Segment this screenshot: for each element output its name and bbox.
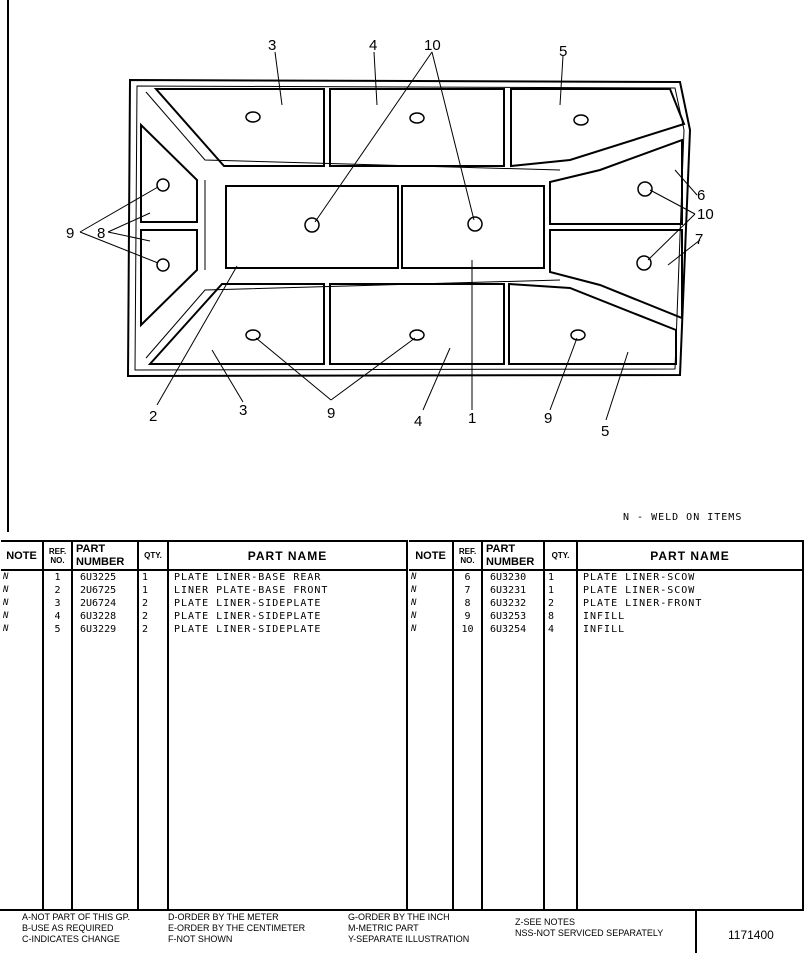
- infill-9-c: [574, 115, 588, 125]
- legend-col-1: [22, 912, 130, 945]
- part-note-cell: N: [411, 598, 417, 608]
- ref-column: [453, 570, 482, 910]
- part-note-cell: N: [3, 611, 9, 621]
- part-note-cell: N: [411, 624, 417, 634]
- part-name-cell: LINER PLATE-BASE FRONT: [174, 585, 329, 596]
- part-part-number-cell: 6U3253: [490, 611, 527, 622]
- callout-9-bot: 9: [327, 405, 336, 422]
- callout-6: 6: [697, 187, 706, 204]
- note-column: [409, 570, 453, 910]
- bowl-outline: [128, 80, 690, 376]
- callout-10-right: 10: [697, 206, 714, 223]
- plate-4-top: [330, 89, 504, 166]
- callout-5-top: 5: [559, 43, 568, 60]
- infill-9-a: [246, 112, 260, 122]
- plate-3-top: [156, 89, 324, 166]
- legend-item: A-NOT PART OF THIS GP.: [22, 912, 131, 922]
- legend-item: C-INDICATES CHANGE: [22, 934, 120, 944]
- legend-item: D-ORDER BY THE METER: [168, 912, 279, 922]
- part-part-number-cell: 6U3232: [490, 598, 527, 609]
- parts-table-right: [409, 540, 804, 910]
- part-qty-cell: 1: [142, 585, 149, 596]
- part-name-column: [168, 570, 407, 910]
- part-note-cell: N: [3, 624, 9, 634]
- part-qty-cell: 8: [548, 611, 555, 622]
- part-note-cell: N: [3, 572, 9, 582]
- header-qty: QTY.: [138, 541, 168, 570]
- qty-column: [138, 570, 168, 910]
- part-name-cell: INFILL: [583, 624, 626, 635]
- part-qty-cell: 4: [548, 624, 555, 635]
- part-ref-cell: 1: [54, 572, 61, 583]
- plate-5-bot: [509, 284, 676, 364]
- legend-item: Y-SEPARATE ILLUSTRATION: [348, 934, 470, 944]
- infill-9-b: [410, 113, 424, 123]
- header-part-name: PART NAME: [168, 541, 407, 570]
- part-ref-cell: 6: [464, 572, 471, 583]
- part-qty-cell: 1: [142, 572, 149, 583]
- callout-4-bot: 4: [414, 413, 423, 430]
- legend-footer: [0, 909, 804, 953]
- part-qty-cell: 2: [142, 624, 149, 635]
- header-qty: QTY.: [544, 541, 577, 570]
- part-ref-cell: 7: [464, 585, 471, 596]
- part-qty-cell: 2: [548, 598, 555, 609]
- infill-10-b: [468, 217, 482, 231]
- plate-2: [226, 186, 398, 268]
- part-name-column: [577, 570, 803, 910]
- plate-8-lower: [141, 230, 197, 325]
- part-number-column: [72, 570, 138, 910]
- part-note-cell: N: [3, 585, 9, 595]
- part-ref-cell: 9: [464, 611, 471, 622]
- infill-9-f: [571, 330, 585, 340]
- part-part-number-cell: 6U3231: [490, 585, 527, 596]
- ref-column: [43, 570, 72, 910]
- header-ref: REF. NO.: [43, 541, 72, 570]
- part-qty-cell: 1: [548, 585, 555, 596]
- infill-9-g: [157, 179, 169, 191]
- part-ref-cell: 10: [461, 624, 474, 635]
- weld-note: N - WELD ON ITEMS: [623, 512, 743, 523]
- part-ref-cell: 8: [464, 598, 471, 609]
- part-ref-cell: 3: [54, 598, 61, 609]
- parts-table-left: [1, 540, 408, 910]
- legend-divider: [695, 911, 697, 953]
- legend-item: B-USE AS REQUIRED: [22, 923, 114, 933]
- part-part-number-cell: 2U6725: [80, 585, 117, 596]
- part-part-number-cell: 6U3228: [80, 611, 117, 622]
- callout-3-bot: 3: [239, 402, 248, 419]
- legend-item: M-METRIC PART: [348, 923, 419, 933]
- callout-3-top: 3: [268, 37, 277, 54]
- callout-8: 8: [97, 225, 106, 242]
- part-part-number-cell: 6U3254: [490, 624, 527, 635]
- part-note-cell: N: [411, 585, 417, 595]
- legend-item: NSS-NOT SERVICED SEPARATELY: [515, 928, 664, 938]
- infill-9-h: [157, 259, 169, 271]
- part-number-column: [482, 570, 544, 910]
- callout-9-left: 9: [66, 225, 75, 242]
- infill-10-c: [638, 182, 652, 196]
- legend-col-4: [515, 917, 663, 939]
- plate-1: [402, 186, 544, 268]
- legend-item: Z-SEE NOTES: [515, 917, 576, 927]
- plate-5-top: [511, 89, 684, 166]
- plate-6: [550, 140, 682, 224]
- qty-column: [544, 570, 577, 910]
- legend-item: F-NOT SHOWN: [168, 934, 233, 944]
- header-part-name: PART NAME: [577, 541, 803, 570]
- part-name-cell: PLATE LINER-SCOW: [583, 585, 696, 596]
- part-name-cell: PLATE LINER-SIDEPLATE: [174, 611, 322, 622]
- callout-5-bot: 5: [601, 423, 610, 440]
- part-note-cell: N: [411, 611, 417, 621]
- callout-10-top: 10: [424, 37, 441, 54]
- part-note-cell: N: [3, 598, 9, 608]
- header-ref: REF. NO.: [453, 541, 482, 570]
- part-qty-cell: 2: [142, 611, 149, 622]
- header-note: NOTE: [1, 541, 43, 570]
- part-name-cell: PLATE LINER-SIDEPLATE: [174, 598, 322, 609]
- infill-9-d: [246, 330, 260, 340]
- callout-7: 7: [695, 231, 704, 248]
- part-ref-cell: 4: [54, 611, 61, 622]
- part-qty-cell: 2: [142, 598, 149, 609]
- part-name-cell: PLATE LINER-FRONT: [583, 598, 703, 609]
- legend-item: E-ORDER BY THE CENTIMETER: [168, 923, 306, 933]
- plate-7: [550, 230, 682, 318]
- part-name-cell: PLATE LINER-BASE REAR: [174, 572, 322, 583]
- infill-holes: [157, 112, 652, 340]
- callout-4-top: 4: [369, 37, 378, 54]
- part-ref-cell: 2: [54, 585, 61, 596]
- part-part-number-cell: 6U3230: [490, 572, 527, 583]
- plate-4-bot: [330, 284, 504, 364]
- part-name-cell: PLATE LINER-SCOW: [583, 572, 696, 583]
- part-part-number-cell: 6U3229: [80, 624, 117, 635]
- part-note-cell: N: [411, 572, 417, 582]
- legend-item: G-ORDER BY THE INCH: [348, 912, 450, 922]
- legend-col-3: [348, 912, 469, 945]
- header-part-number: PART NUMBER: [482, 541, 544, 570]
- legend-col-2: [168, 912, 305, 945]
- header-part-number: PART NUMBER: [72, 541, 138, 570]
- callout-1: 1: [468, 410, 477, 427]
- infill-9-e: [410, 330, 424, 340]
- part-ref-cell: 5: [54, 624, 61, 635]
- callout-2: 2: [149, 408, 158, 425]
- callout-9-right: 9: [544, 410, 553, 427]
- part-qty-cell: 1: [548, 572, 555, 583]
- header-note: NOTE: [409, 541, 453, 570]
- part-part-number-cell: 2U6724: [80, 598, 117, 609]
- bowl-inner-outline: [135, 86, 684, 370]
- plate-8-upper: [141, 125, 197, 222]
- infill-10-d: [637, 256, 651, 270]
- illustration-number: 1171400: [728, 928, 774, 942]
- part-name-cell: PLATE LINER-SIDEPLATE: [174, 624, 322, 635]
- part-part-number-cell: 6U3225: [80, 572, 117, 583]
- note-column: [1, 570, 43, 910]
- part-name-cell: INFILL: [583, 611, 626, 622]
